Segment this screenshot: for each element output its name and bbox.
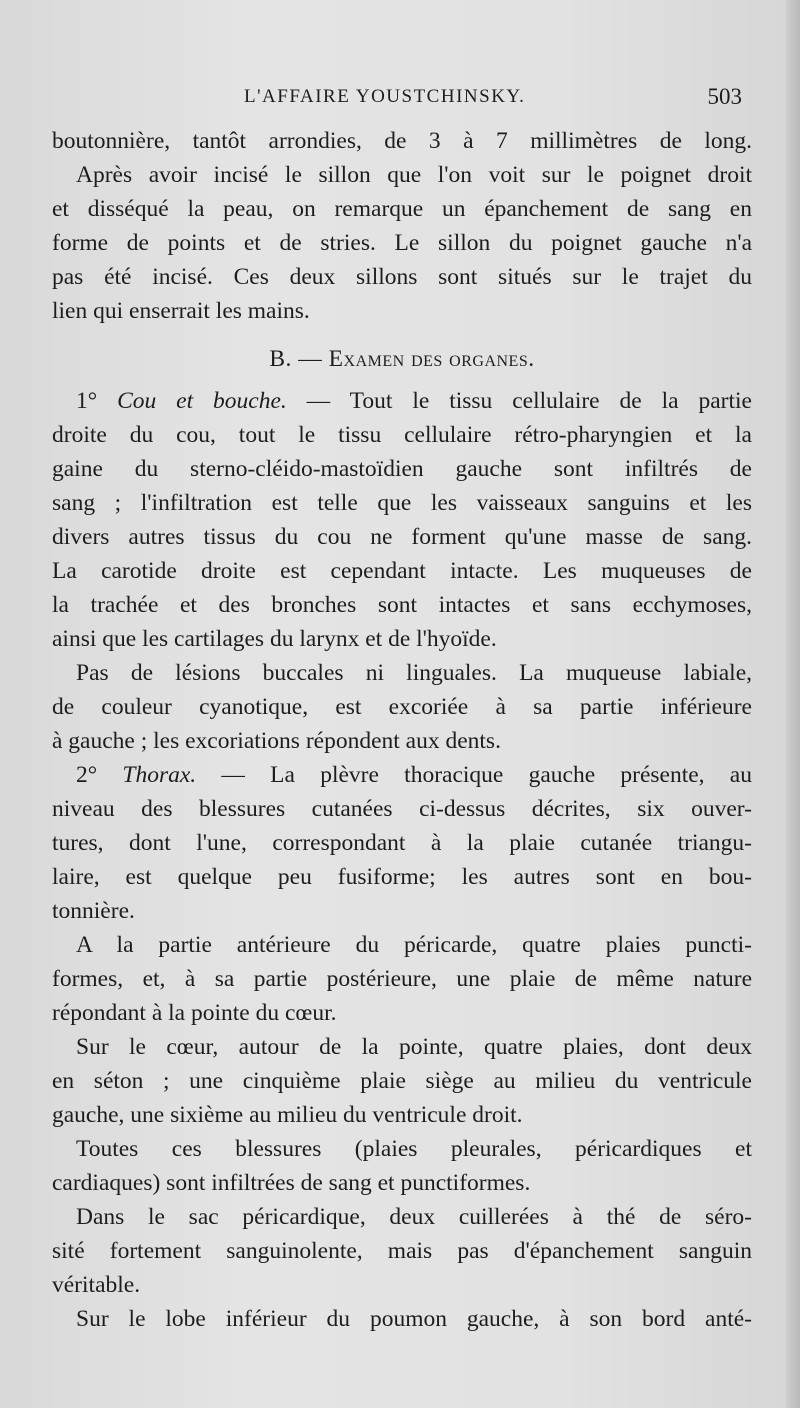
text-line: La carotide droite est cependant intacte. Les muqueuses de	[52, 558, 752, 584]
text-line: droite du cou, tout le tissu cellulaire rétro-pharyngien et la	[52, 422, 752, 448]
text-line: de couleur cyanotique, est excoriée à sa partie inférieure	[52, 694, 752, 720]
text-line	[52, 758, 752, 792]
text-line: répondant à la pointe du cœur.	[52, 1000, 337, 1026]
item-title: Thorax.	[122, 762, 197, 788]
item-number: 2°	[76, 762, 123, 788]
text-line: Pas de lésions buccales ni linguales. La muqueuse labiale,	[76, 660, 752, 686]
text-line: ainsi que les cartilages du larynx et de l'hyoïde.	[52, 626, 497, 652]
item-text: — La plèvre thoracique gauche présente, au	[196, 762, 752, 788]
text-line: gauche, une sixième au milieu du ventricule droit.	[52, 1102, 523, 1128]
text-line: niveau des blessures cutanées ci-dessus décrites, six ouver-	[52, 796, 752, 822]
text-line: tures, dont l'une, correspondant à la plaie cutanée triangu-	[52, 830, 752, 856]
running-title: L'AFFAIRE YOUSTCHINSKY.	[244, 86, 526, 107]
text-line: formes, et, à sa partie postérieure, une plaie de même nature	[52, 966, 752, 992]
text-line: tonnière.	[52, 898, 135, 924]
text-line: pas été incisé. Ces deux sillons sont situés sur le trajet du	[52, 264, 752, 290]
text-line: divers autres tissus du cou ne forment qu'une masse de sang.	[52, 524, 752, 550]
text-line	[52, 384, 752, 418]
text-line: forme de points et de stries. Le sillon du poignet gauche n'a	[52, 230, 752, 256]
text-line: cardiaques) sont infiltrées de sang et punctiformes.	[52, 1170, 531, 1196]
text-line: Dans le sac péricardique, deux cuillerées à thé de séro-	[76, 1204, 752, 1230]
item-title: Cou et bouche.	[117, 388, 287, 414]
text-line: gaine du sterno-cléido-mastoïdien gauche sont infiltrés de	[52, 456, 752, 482]
text-line: en séton ; une cinquième plaie siège au milieu du ventricule	[52, 1068, 752, 1094]
text-line: sang ; l'infiltration est telle que les vaisseaux sanguins et les	[52, 490, 752, 516]
text-line: lien qui enserrait les mains.	[52, 298, 310, 324]
page-edge-shadow	[786, 0, 800, 1408]
text-line: à gauche ; les excoriations répondent aux dents.	[52, 728, 501, 754]
section-heading: B. — Examen des organes.	[269, 346, 535, 372]
text-line: A la partie antérieure du péricarde, quatre plaies puncti-	[76, 932, 752, 958]
text-line: Sur le cœur, autour de la pointe, quatre plaies, dont deux	[76, 1034, 752, 1060]
text-line: sité fortement sanguinolente, mais pas d'épanchement sanguin	[52, 1238, 752, 1264]
text-line: Après avoir incisé le sillon que l'on voit sur le poignet droit	[76, 162, 752, 188]
text-line: laire, est quelque peu fusiforme; les autres sont en bou-	[52, 864, 752, 890]
body-text	[52, 124, 752, 1336]
text-line: la trachée et des bronches sont intactes et sans ecchymoses,	[52, 592, 752, 618]
item-number: 1°	[76, 388, 118, 414]
text-line: boutonnière, tantôt arrondies, de 3 à 7 millimètres de long.	[52, 128, 752, 154]
page-header	[52, 84, 742, 114]
item-text: — Tout le tissu cellulaire de la partie	[286, 388, 752, 414]
text-line: Sur le lobe inférieur du poumon gauche, à son bord anté-	[76, 1306, 752, 1332]
page-number: 503	[707, 84, 742, 109]
text-line: véritable.	[52, 1272, 141, 1298]
text-line: et disséqué la peau, on remarque un épanchement de sang en	[52, 196, 752, 222]
text-line: Toutes ces blessures (plaies pleurales, péricardiques et	[76, 1136, 752, 1162]
